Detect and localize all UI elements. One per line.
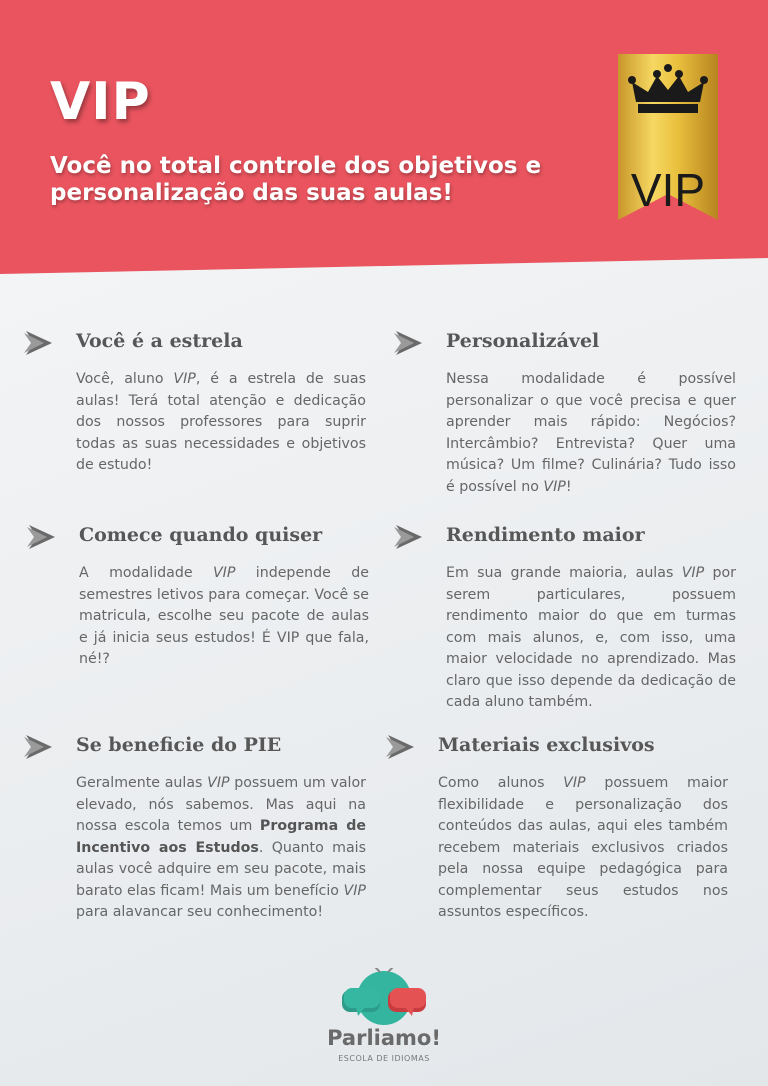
speech-bubbles-icon <box>322 968 446 1028</box>
section-text: Você, aluno VIP, é a estrela de suas aulas! Terá total atenção e dedicação dos nossos professores para suprir todas as suas necessidades e objetivos de estudo! <box>76 371 366 473</box>
section-title: Se beneficie do PIE <box>76 734 282 756</box>
italic-text: VIP <box>173 371 196 387</box>
vip-badge-text: VIP <box>630 164 706 216</box>
chevron-arrow-icon <box>386 733 416 761</box>
italic-text: VIP <box>207 775 230 791</box>
section-rendimento-maior <box>446 521 736 714</box>
parliamo-logo <box>322 968 446 1068</box>
chevron-arrow-icon <box>394 523 424 551</box>
italic-text: VIP <box>563 775 586 791</box>
chevron-arrow-icon <box>27 523 57 551</box>
section-text: Como alunos VIP possuem maior flexibilidade e personalização dos conteúdos das aulas, aqui eles também recebem materiais exclusivos criados pela nossa equipe pedagógica para complementar seus estudos nos assuntos específicos. <box>438 775 728 920</box>
section-personalizavel <box>446 327 736 498</box>
section-voce-e-a-estrela <box>76 327 366 477</box>
page-subtitle: Você no total controle dos objetivos e personalização das suas aulas! <box>50 153 542 206</box>
section-title: Você é a estrela <box>76 330 243 352</box>
chevron-arrow-icon <box>24 733 54 761</box>
section-title: Materiais exclusivos <box>438 734 655 756</box>
section-title: Comece quando quiser <box>79 524 323 546</box>
section-se-beneficie-do-pie <box>76 731 366 924</box>
section-text: Em sua grande maioria, aulas VIP por serem particulares, possuem rendimento maior do que em turmas com mais alunos, e, com isso, uma maior velocidade no aprendizado. Mas claro que isso depende da dedicação de cada aluno também. <box>446 565 737 710</box>
italic-text: VIP <box>681 565 705 581</box>
logo-name: Parliamo! <box>327 1026 441 1050</box>
logo-tagline: ESCOLA DE IDIOMAS <box>338 1054 430 1063</box>
page-title: VIP <box>50 72 151 132</box>
chevron-arrow-icon <box>394 329 424 357</box>
section-materiais-exclusivos <box>438 731 728 924</box>
italic-text: VIP <box>343 882 366 899</box>
italic-text: VIP <box>543 478 566 495</box>
section-text: Geralmente aulas VIP possuem um valor elevado, nós sabemos. Mas aqui na nossa escola temos um Programa de Incentivo aos Estudos. Quanto mais aulas você adquire em seu pacote, mais barato elas ficam! Mais um benefício VIP para alavancar seu conhecimento! <box>76 775 366 920</box>
vip-badge <box>618 54 718 220</box>
section-comece-quando-quiser <box>79 521 369 671</box>
section-title: Personalizável <box>446 330 600 352</box>
header-banner <box>0 0 768 300</box>
italic-text: VIP <box>212 565 236 581</box>
bold-text: Programa de Incentivo aos Estudos <box>76 818 366 856</box>
section-text: A modalidade VIP independe de semestres letivos para começar. Você se matricula, escolhe seu pacote de aulas e já inicia seus estudos! É VIP que fala, né!? <box>79 565 369 667</box>
section-title: Rendimento maior <box>446 524 645 546</box>
chevron-arrow-icon <box>24 329 54 357</box>
section-text: Nessa modalidade é possível personalizar o que você precisa e quer aprender mais rápido: Negócios? Intercâmbio? Entrevista? Quer uma música? Um filme? Culinária? Tudo isso é possível no VIP! <box>446 371 736 495</box>
